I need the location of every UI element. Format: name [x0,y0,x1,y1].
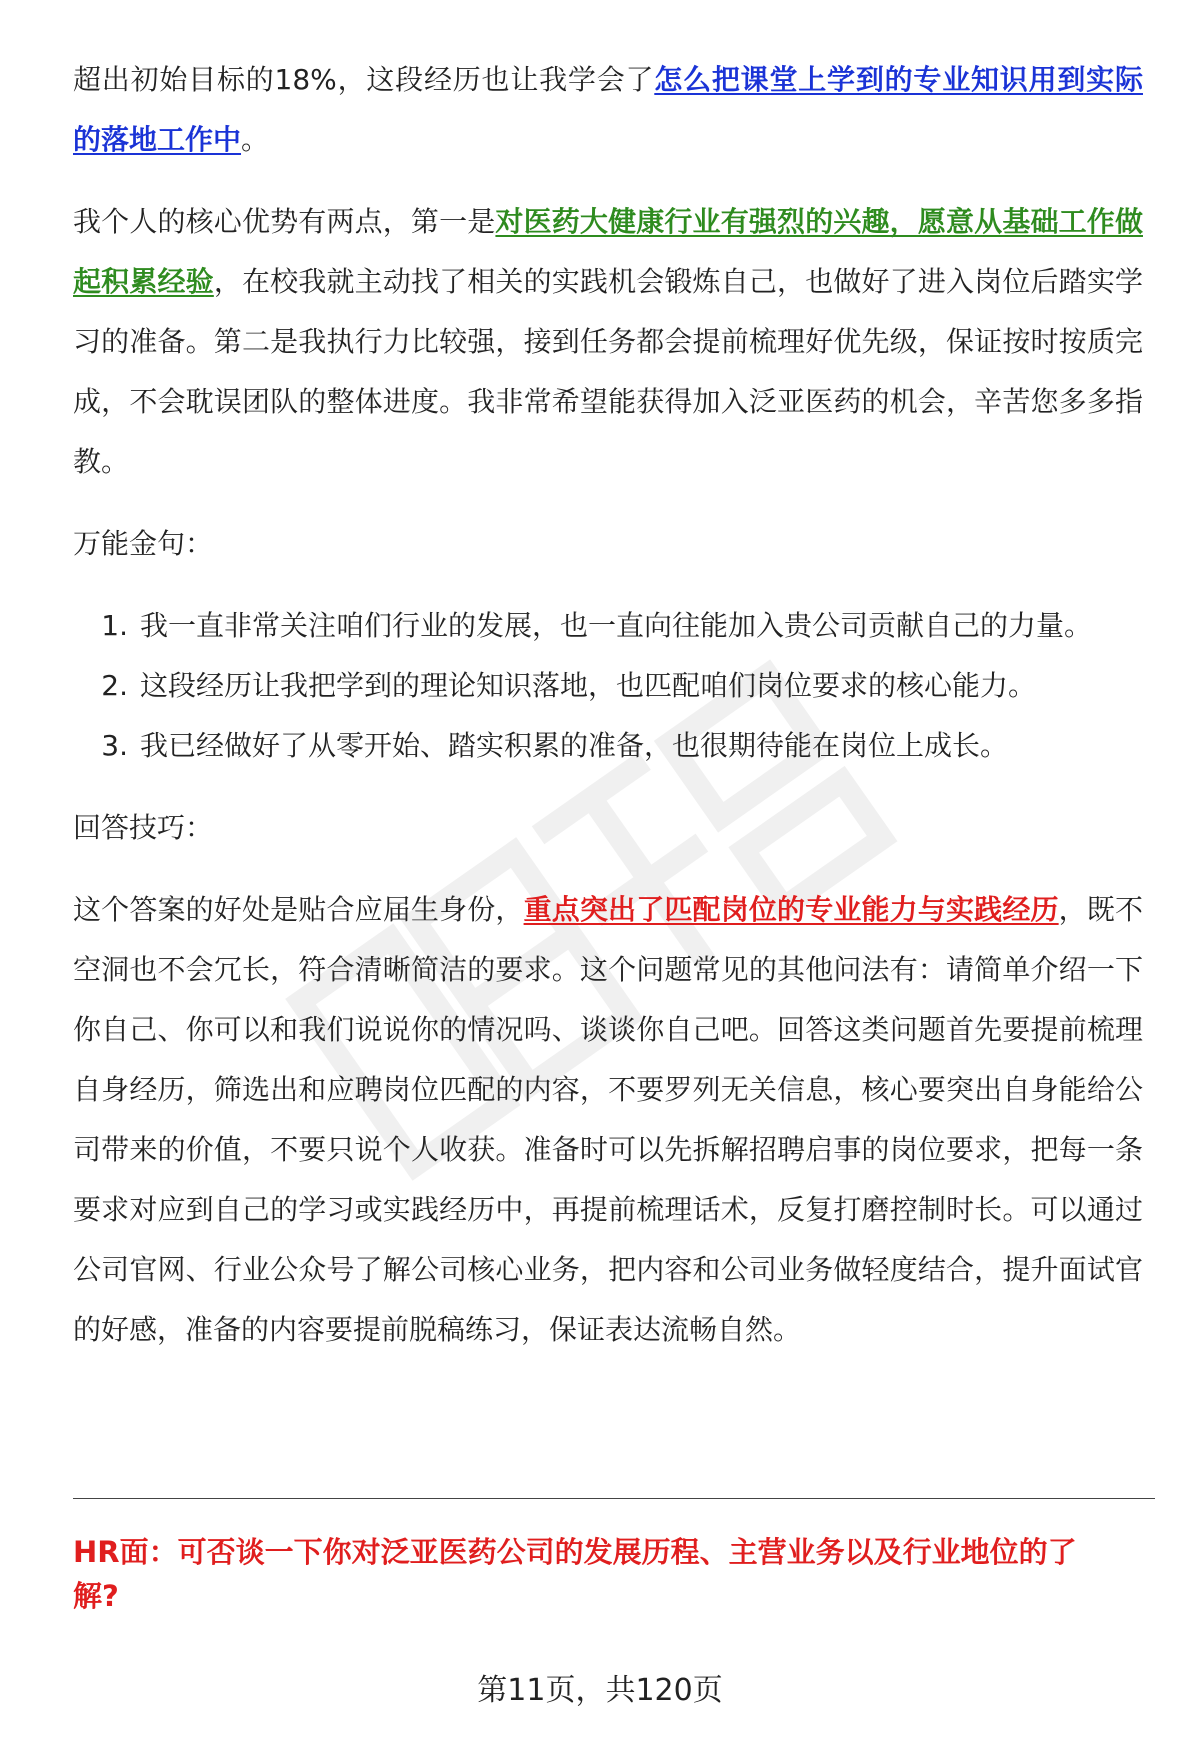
green-highlight: 对医药大健康行业有强烈的兴趣，愿意从基础工作做起积累经验 [73,205,1143,298]
golden-phrases-list [73,596,1143,776]
blue-highlight: 怎么把课堂上学到的专业知识用到实际的落地工作中 [73,63,1143,156]
golden-phrases-label: 万能金句： [73,527,214,560]
paragraph-text: 这个答案的好处是贴合应届生身份， [73,893,524,926]
list-text: 我已经做好了从零开始、踏实积累的准备，也很期待能在岗位上成长。 [140,729,1009,762]
section-divider [73,1498,1155,1499]
tips-label: 回答技巧： [73,811,214,844]
paragraph-text: 我个人的核心优势有两点，第一是 [73,205,496,238]
paragraph-tips [73,880,1143,1360]
paragraph-text: 超出初始目标的18%，这段经历也让我学会了 [73,63,655,96]
list-number: 1. [101,609,128,642]
list-item [73,596,1143,656]
list-text: 我一直非常关注咱们行业的发展，也一直向往能加入贵公司贡献自己的力量。 [140,609,1093,642]
red-highlight: 重点突出了匹配岗位的专业能力与实践经历 [523,893,1059,926]
list-text: 这段经历让我把学到的理论知识落地，也匹配咱们岗位要求的核心能力。 [140,669,1037,702]
paragraph-text: ，既不空洞也不会冗长，符合清晰简洁的要求。这个问题常见的其他问法有：请简单介绍一下你自己、你可以和我们说说你的情况吗、谈谈你自己吧。回答这类问题首先要提前梳理自身经历，筛选出和应聘岗位匹配的内容，不要罗列无关信息，核心要突出自身能给公司带来的价值，不要只说个人收获。准备时可以先拆解招聘启事的岗位要求，把每一条要求对应到自己的学习或实践经历中，再提前梳理话术，反复打磨控制时长。可以通过公司官网、行业公众号了解公司核心业务，把内容和公司业务做轻度结合，提升面试官的好感，准备的内容要提前脱稿练习，保证表达流畅自然。 [73,893,1143,1346]
page-number: 第11页，共120页 [477,1673,723,1708]
paragraph-experience [73,50,1143,170]
list-number: 3. [101,729,128,762]
hr-question-heading: HR面：可否谈一下你对泛亚医药公司的发展历程、主营业务以及行业地位的了解? [73,1535,1077,1613]
list-item [73,716,1143,776]
paragraph-text: 。 [241,123,270,156]
paragraph-text: ，在校我就主动找了相关的实践机会锻炼自己，也做好了进入岗位后踏实学习的准备。第二是我执行力比较强，接到任务都会提前梳理好优先级，保证按时按质完成，不会耽误团队的整体进度。我非常希望能获得加入泛亚医药的机会，辛苦您多多指教。 [73,265,1143,478]
paragraph-advantages [73,192,1143,492]
list-number: 2. [101,669,128,702]
document-body [73,50,1143,1360]
list-item [73,656,1143,716]
